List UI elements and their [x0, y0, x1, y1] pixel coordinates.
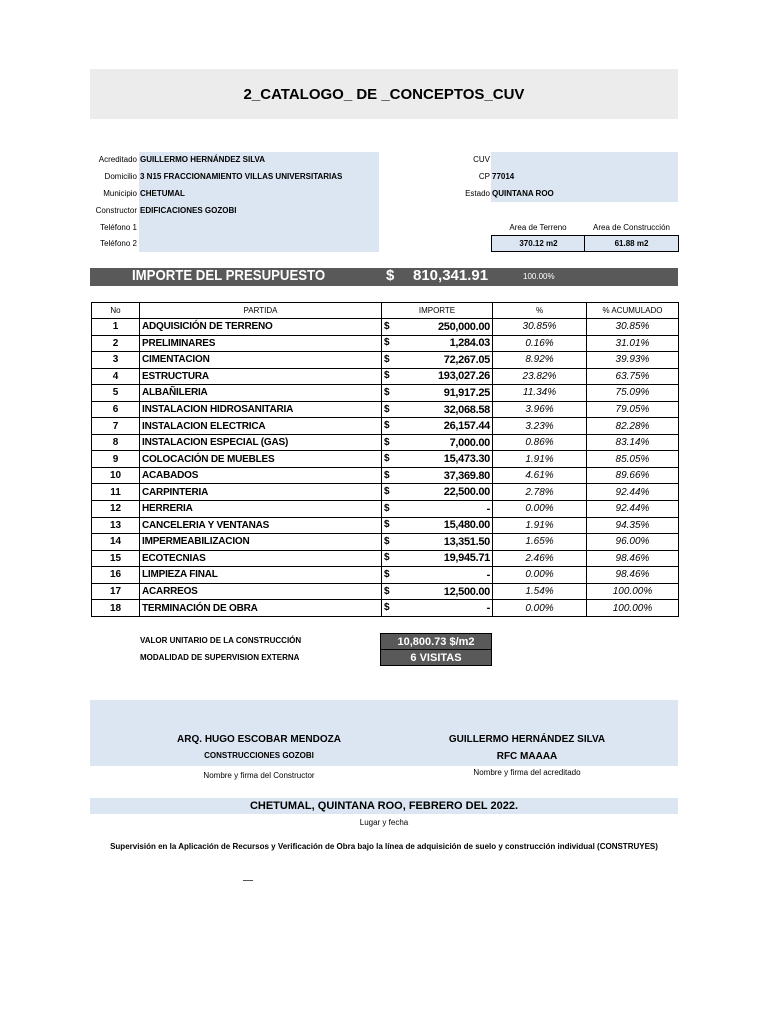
- area-construccion-label: Area de Construcción: [593, 223, 670, 232]
- row-acumulado: 79.05%: [587, 401, 679, 418]
- document-title: 2_CATALOGO_ DE _CONCEPTOS_CUV: [90, 69, 678, 119]
- row-amount: 13,351.50: [443, 535, 490, 548]
- visitas-value: 6 VISITAS: [380, 649, 492, 666]
- place-date: CHETUMAL, QUINTANA ROO, FEBRERO DEL 2022.: [249, 800, 519, 812]
- row-acumulado: 82.28%: [587, 418, 679, 435]
- row-no: 17: [92, 583, 140, 600]
- supervision-note: Supervisión en la Aplicación de Recursos y Verificación de Obra bajo la línea de adquisición de suelo y construcción individual (CONSTRUYES): [110, 842, 658, 851]
- table-row: [92, 600, 679, 617]
- row-currency: $: [384, 519, 390, 531]
- table-row: [92, 434, 679, 451]
- table-row: [92, 352, 679, 369]
- area-terreno-label: Area de Terreno: [509, 223, 567, 232]
- row-currency: $: [384, 602, 390, 614]
- row-no: 5: [92, 385, 140, 402]
- municipio-value: CHETUMAL: [140, 189, 185, 198]
- row-percent: 1.54%: [493, 583, 587, 600]
- constructor-signature-name: ARQ. HUGO ESCOBAR MENDOZA: [177, 734, 341, 745]
- row-importe: [382, 567, 493, 584]
- row-acumulado: 100.00%: [587, 600, 679, 617]
- telefono1-label: Teléfono 1: [100, 223, 137, 232]
- row-amount: -: [486, 568, 490, 581]
- row-currency: $: [384, 370, 390, 382]
- row-acumulado: 63.75%: [587, 368, 679, 385]
- row-acumulado: 83.14%: [587, 434, 679, 451]
- row-acumulado: 92.44%: [587, 484, 679, 501]
- row-no: 7: [92, 418, 140, 435]
- row-percent: 1.65%: [493, 534, 587, 551]
- table-row: [92, 418, 679, 435]
- place-date-caption: Lugar y fecha: [359, 818, 409, 827]
- domicilio-value: 3 N15 FRACCIONAMIENTO VILLAS UNIVERSITARIAS: [140, 172, 343, 181]
- row-currency: $: [384, 320, 390, 332]
- table-row: [92, 567, 679, 584]
- row-partida: ALBAÑILERIA: [140, 385, 382, 402]
- acreditado-value: GUILLERMO HERNÁNDEZ SILVA: [140, 155, 266, 164]
- partidas-table: [91, 302, 679, 617]
- supervision-label: MODALIDAD DE SUPERVISION EXTERNA: [140, 653, 300, 662]
- row-no: 16: [92, 567, 140, 584]
- area-terreno-value: 370.12 m2: [491, 235, 586, 252]
- table-row: [92, 385, 679, 402]
- row-partida: COLOCACIÓN DE MUEBLES: [140, 451, 382, 468]
- constructor-caption: Nombre y firma del Constructor: [203, 771, 315, 780]
- row-partida: CARPINTERIA: [140, 484, 382, 501]
- header-no: No: [92, 303, 140, 319]
- row-acumulado: 94.35%: [587, 517, 679, 534]
- row-amount: 72,267.05: [443, 353, 490, 366]
- row-percent: 11.34%: [493, 385, 587, 402]
- row-amount: 91,917.25: [443, 386, 490, 399]
- row-currency: $: [384, 585, 390, 597]
- row-percent: 2.78%: [493, 484, 587, 501]
- row-importe: [382, 434, 493, 451]
- row-importe: [382, 550, 493, 567]
- row-acumulado: 98.46%: [587, 567, 679, 584]
- row-importe: [382, 534, 493, 551]
- row-currency: $: [384, 337, 390, 349]
- row-importe: [382, 319, 493, 336]
- row-currency: $: [384, 353, 390, 365]
- row-acumulado: 92.44%: [587, 501, 679, 518]
- row-no: 4: [92, 368, 140, 385]
- row-percent: 4.61%: [493, 467, 587, 484]
- row-percent: 0.00%: [493, 600, 587, 617]
- row-percent: 0.16%: [493, 335, 587, 352]
- row-no: 2: [92, 335, 140, 352]
- row-partida: CIMENTACION: [140, 352, 382, 369]
- row-no: 1: [92, 319, 140, 336]
- row-no: 12: [92, 501, 140, 518]
- row-partida: IMPERMEABILIZACION: [140, 534, 382, 551]
- row-partida: PRELIMINARES: [140, 335, 382, 352]
- header-partida: PARTIDA: [140, 303, 382, 319]
- row-partida: HERRERIA: [140, 501, 382, 518]
- row-percent: 30.85%: [493, 319, 587, 336]
- row-currency: $: [384, 568, 390, 580]
- row-partida: INSTALACION ELECTRICA: [140, 418, 382, 435]
- row-percent: 23.82%: [493, 368, 587, 385]
- row-acumulado: 89.66%: [587, 467, 679, 484]
- row-percent: 1.91%: [493, 517, 587, 534]
- row-importe: [382, 335, 493, 352]
- row-importe: [382, 501, 493, 518]
- row-partida: ESTRUCTURA: [140, 368, 382, 385]
- row-importe: [382, 484, 493, 501]
- row-no: 9: [92, 451, 140, 468]
- acreditado-rfc: RFC MAAAA: [496, 751, 558, 762]
- row-no: 15: [92, 550, 140, 567]
- row-amount: 1,284.03: [449, 337, 490, 350]
- row-importe: [382, 467, 493, 484]
- domicilio-label: Domicilio: [104, 172, 137, 181]
- row-no: 18: [92, 600, 140, 617]
- valor-unitario-value: 10,800.73 $/m2: [380, 633, 492, 650]
- municipio-label: Municipio: [103, 189, 137, 198]
- table-row: [92, 319, 679, 336]
- row-importe: [382, 600, 493, 617]
- table-row: [92, 583, 679, 600]
- constructor-label: Constructor: [95, 206, 137, 215]
- row-importe: [382, 352, 493, 369]
- row-amount: 32,068.58: [443, 403, 490, 416]
- row-no: 6: [92, 401, 140, 418]
- table-row: [92, 368, 679, 385]
- row-partida: ECOTECNIAS: [140, 550, 382, 567]
- row-currency: $: [384, 469, 390, 481]
- row-partida: TERMINACIÓN DE OBRA: [140, 600, 382, 617]
- valor-unitario-label: VALOR UNITARIO DE LA CONSTRUCCIÓN: [140, 636, 302, 645]
- row-no: 14: [92, 534, 140, 551]
- row-percent: 0.00%: [493, 567, 587, 584]
- row-importe: [382, 451, 493, 468]
- row-amount: 7,000.00: [449, 436, 490, 449]
- row-amount: 250,000.00: [437, 320, 490, 333]
- constructor-company: CONSTRUCCIONES GOZOBI: [204, 751, 314, 760]
- row-importe: [382, 418, 493, 435]
- row-importe: [382, 401, 493, 418]
- row-percent: 3.96%: [493, 401, 587, 418]
- row-amount: 15,473.30: [443, 453, 490, 466]
- row-acumulado: 98.46%: [587, 550, 679, 567]
- row-no: 3: [92, 352, 140, 369]
- row-partida: CANCELERIA Y VENTANAS: [140, 517, 382, 534]
- row-amount: 193,027.26: [437, 370, 490, 383]
- row-amount: -: [486, 602, 490, 615]
- row-percent: 2.46%: [493, 550, 587, 567]
- row-acumulado: 39.93%: [587, 352, 679, 369]
- row-percent: 1.91%: [493, 451, 587, 468]
- row-partida: INSTALACION HIDROSANITARIA: [140, 401, 382, 418]
- table-row: [92, 401, 679, 418]
- row-acumulado: 96.00%: [587, 534, 679, 551]
- estado-label: Estado: [465, 189, 490, 198]
- table-row: [92, 335, 679, 352]
- budget-label: IMPORTE DEL PRESUPUESTO: [132, 267, 326, 284]
- row-no: 8: [92, 434, 140, 451]
- budget-amount: 810,341.91: [413, 267, 489, 284]
- row-acumulado: 100.00%: [587, 583, 679, 600]
- row-percent: 0.86%: [493, 434, 587, 451]
- row-currency: $: [384, 535, 390, 547]
- row-partida: ACARREOS: [140, 583, 382, 600]
- row-partida: ACABADOS: [140, 467, 382, 484]
- row-partida: ADQUISICIÓN DE TERRENO: [140, 319, 382, 336]
- row-acumulado: 31.01%: [587, 335, 679, 352]
- row-amount: 37,369.80: [443, 469, 490, 482]
- table-row: [92, 550, 679, 567]
- header-acumulado: % ACUMULADO: [587, 303, 679, 319]
- cp-value: 77014: [492, 172, 515, 181]
- row-currency: $: [384, 486, 390, 498]
- table-body: [92, 319, 679, 617]
- row-amount: -: [486, 502, 490, 515]
- acreditado-signature-name: GUILLERMO HERNÁNDEZ SILVA: [448, 734, 606, 745]
- acreditado-caption: Nombre y firma del acreditado: [473, 768, 581, 777]
- header-importe: IMPORTE: [382, 303, 493, 319]
- header-percent: %: [493, 303, 587, 319]
- row-acumulado: 30.85%: [587, 319, 679, 336]
- telefono2-label: Teléfono 2: [100, 239, 137, 248]
- row-currency: $: [384, 453, 390, 465]
- row-importe: [382, 368, 493, 385]
- row-amount: 15,480.00: [443, 519, 490, 532]
- row-currency: $: [384, 420, 390, 432]
- row-no: 10: [92, 467, 140, 484]
- row-currency: $: [384, 386, 390, 398]
- table-row: [92, 451, 679, 468]
- table-row: [92, 534, 679, 551]
- row-currency: $: [384, 403, 390, 415]
- row-amount: 26,157.44: [443, 420, 490, 433]
- row-percent: 8.92%: [493, 352, 587, 369]
- cp-label: CP: [478, 172, 490, 181]
- small-mark: [243, 880, 253, 881]
- budget-percent: 100.00%: [523, 272, 555, 281]
- row-importe: [382, 385, 493, 402]
- row-amount: 22,500.00: [443, 486, 490, 499]
- row-importe: [382, 583, 493, 600]
- table-row: [92, 484, 679, 501]
- table-row: [92, 517, 679, 534]
- row-percent: 0.00%: [493, 501, 587, 518]
- row-partida: LIMPIEZA FINAL: [140, 567, 382, 584]
- table-row: [92, 501, 679, 518]
- budget-currency: $: [386, 267, 395, 284]
- row-currency: $: [384, 502, 390, 514]
- table-header-row: [92, 303, 679, 319]
- row-currency: $: [384, 436, 390, 448]
- row-partida: INSTALACION ESPECIAL (GAS): [140, 434, 382, 451]
- row-no: 11: [92, 484, 140, 501]
- acreditado-label: Acreditado: [98, 155, 137, 164]
- row-importe: [382, 517, 493, 534]
- row-acumulado: 75.09%: [587, 385, 679, 402]
- row-currency: $: [384, 552, 390, 564]
- estado-value: QUINTANA ROO: [492, 189, 554, 198]
- row-percent: 3.23%: [493, 418, 587, 435]
- constructor-value: EDIFICACIONES GOZOBI: [140, 206, 237, 215]
- row-amount: 12,500.00: [443, 585, 490, 598]
- row-acumulado: 85.05%: [587, 451, 679, 468]
- row-amount: 19,945.71: [443, 552, 490, 565]
- table-row: [92, 467, 679, 484]
- info-shade-left: [139, 152, 379, 252]
- area-construccion-value: 61.88 m2: [584, 235, 679, 252]
- row-no: 13: [92, 517, 140, 534]
- cuv-label: CUV: [473, 155, 490, 164]
